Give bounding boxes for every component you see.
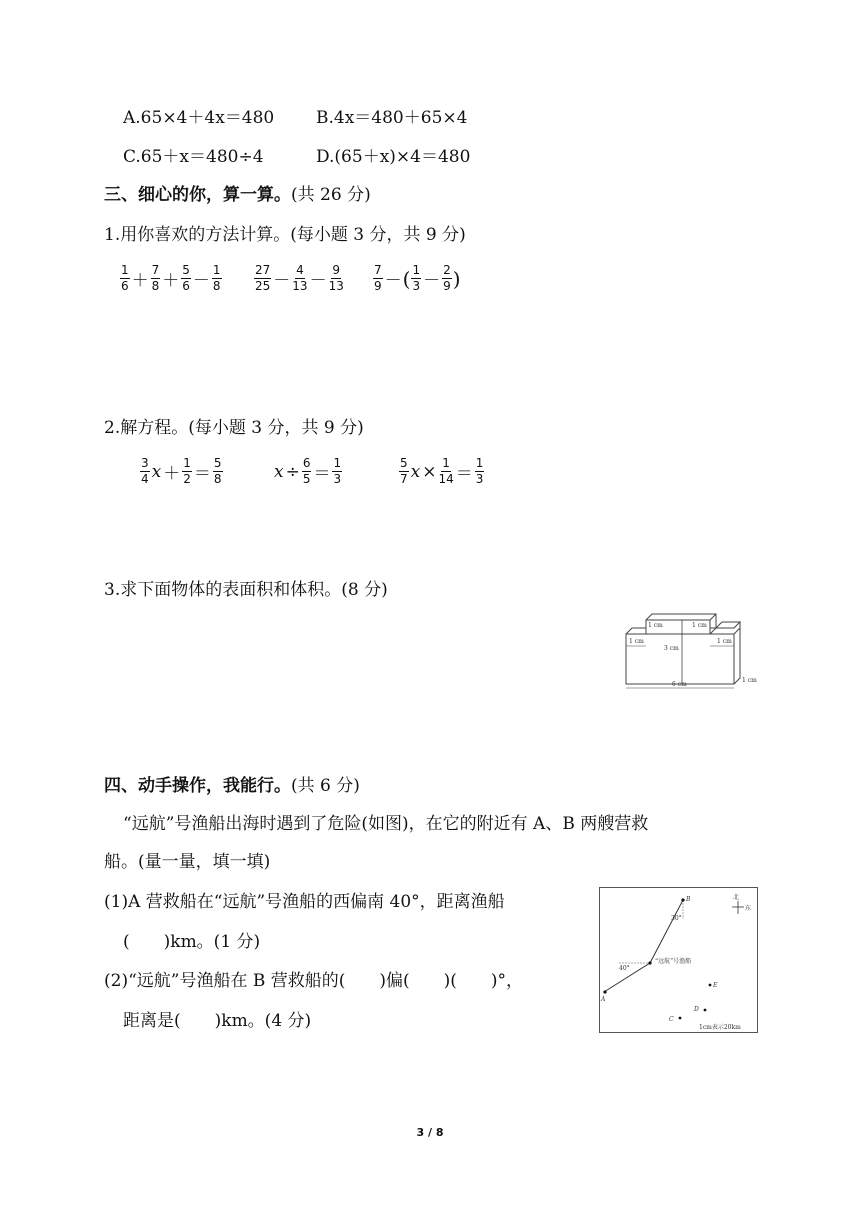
point-c	[679, 1017, 682, 1020]
equation-2: x ÷ $\frac{6}{5}$ ＝ $\frac{1}{3}$	[274, 456, 342, 486]
fig-label-side-right: 1 cm	[717, 638, 732, 645]
equation-3: $\frac{5}{7}$ x × $\frac{1}{14}$ ＝ $\frac{1}{3}$	[400, 456, 484, 486]
option-b: B.4x＝480＋65×4	[316, 108, 468, 128]
section3-q3: 3.求下面物体的表面积和体积。(8 分)	[104, 580, 388, 600]
section4-q1a: (1)A 营救船在“远航”号渔船的西偏南 40°，距离渔船	[104, 892, 505, 912]
label-angle40: 40°	[619, 965, 630, 972]
solid-figure	[620, 612, 762, 690]
section4-q2b: 距离是( )km。(4 分)	[123, 1011, 312, 1031]
fig-label-top-left: 1 cm	[648, 622, 663, 629]
section4-heading: 四、动手操作，我能行。	[104, 776, 291, 796]
label-d: D	[694, 1006, 699, 1013]
label-c: C	[669, 1016, 674, 1023]
point-e	[709, 984, 712, 987]
label-ship: “远航”号渔船	[655, 958, 692, 965]
map-scale: 1cm表示20km	[699, 1024, 741, 1031]
point-a	[603, 990, 606, 993]
section3-score: (共 26 分)	[291, 185, 371, 205]
label-b: B	[686, 896, 691, 903]
fig-label-depth: 1 cm	[742, 677, 757, 684]
section4-intro-2: 船。(量一量，填一填)	[104, 852, 271, 872]
section4-q1b: ( )km。(1 分)	[123, 932, 261, 952]
label-angle30: 30°	[671, 915, 682, 922]
rescue-map	[599, 887, 759, 1034]
section3-q1: 1.用你喜欢的方法计算。(每小题 3 分，共 9 分)	[104, 225, 466, 245]
point-b	[681, 898, 684, 901]
section4-title	[104, 774, 360, 798]
option-a: A.65×4＋4x＝480	[123, 108, 275, 128]
section4-score: (共 6 分)	[291, 776, 360, 796]
point-ship	[648, 961, 651, 964]
equation-1: $\frac{3}{4}$ x ＋ $\frac{1}{2}$ ＝ $\frac{5}{8}$	[141, 456, 222, 486]
label-a: A	[601, 996, 606, 1003]
fig-label-top-right: 1 cm	[692, 622, 707, 629]
north-label: 北	[733, 894, 740, 901]
expr-2: $\frac{27}{25}$ － $\frac{4}{13}$ － $\frac{9}{13}$	[255, 263, 344, 293]
section4-q2a: (2)“远航”号渔船在 B 营救船的( )偏( )( )°，	[104, 971, 524, 991]
east-label: 东	[745, 905, 752, 912]
label-e: E	[713, 982, 718, 989]
fig-label-width: 6 cm	[672, 681, 687, 688]
section3-title	[104, 183, 371, 207]
section4-intro-1: “远航”号渔船出海时遇到了危险(如图)，在它的附近有 A、B 两艘营救	[123, 814, 649, 834]
option-d: D.(65＋x)×4＝480	[316, 147, 471, 167]
section3-heading: 三、细心的你，算一算。	[104, 185, 291, 205]
expr-1: $\frac{1}{6}$ ＋ $\frac{7}{8}$ ＋ $\frac{5}{6}$ － $\frac{1}{8}$	[121, 263, 221, 293]
section3-q2: 2.解方程。(每小题 3 分，共 9 分)	[104, 418, 364, 438]
point-d	[704, 1009, 707, 1012]
expr-3: $\frac{7}{9}$ － ( $\frac{1}{3}$ － $\frac{2}{9}$ )	[374, 263, 461, 293]
fig-label-height: 3 cm	[664, 645, 679, 652]
fig-label-side-left: 1 cm	[629, 638, 644, 645]
option-c: C.65＋x＝480÷4	[123, 147, 264, 167]
page-number: 3 / 8	[416, 1126, 444, 1139]
